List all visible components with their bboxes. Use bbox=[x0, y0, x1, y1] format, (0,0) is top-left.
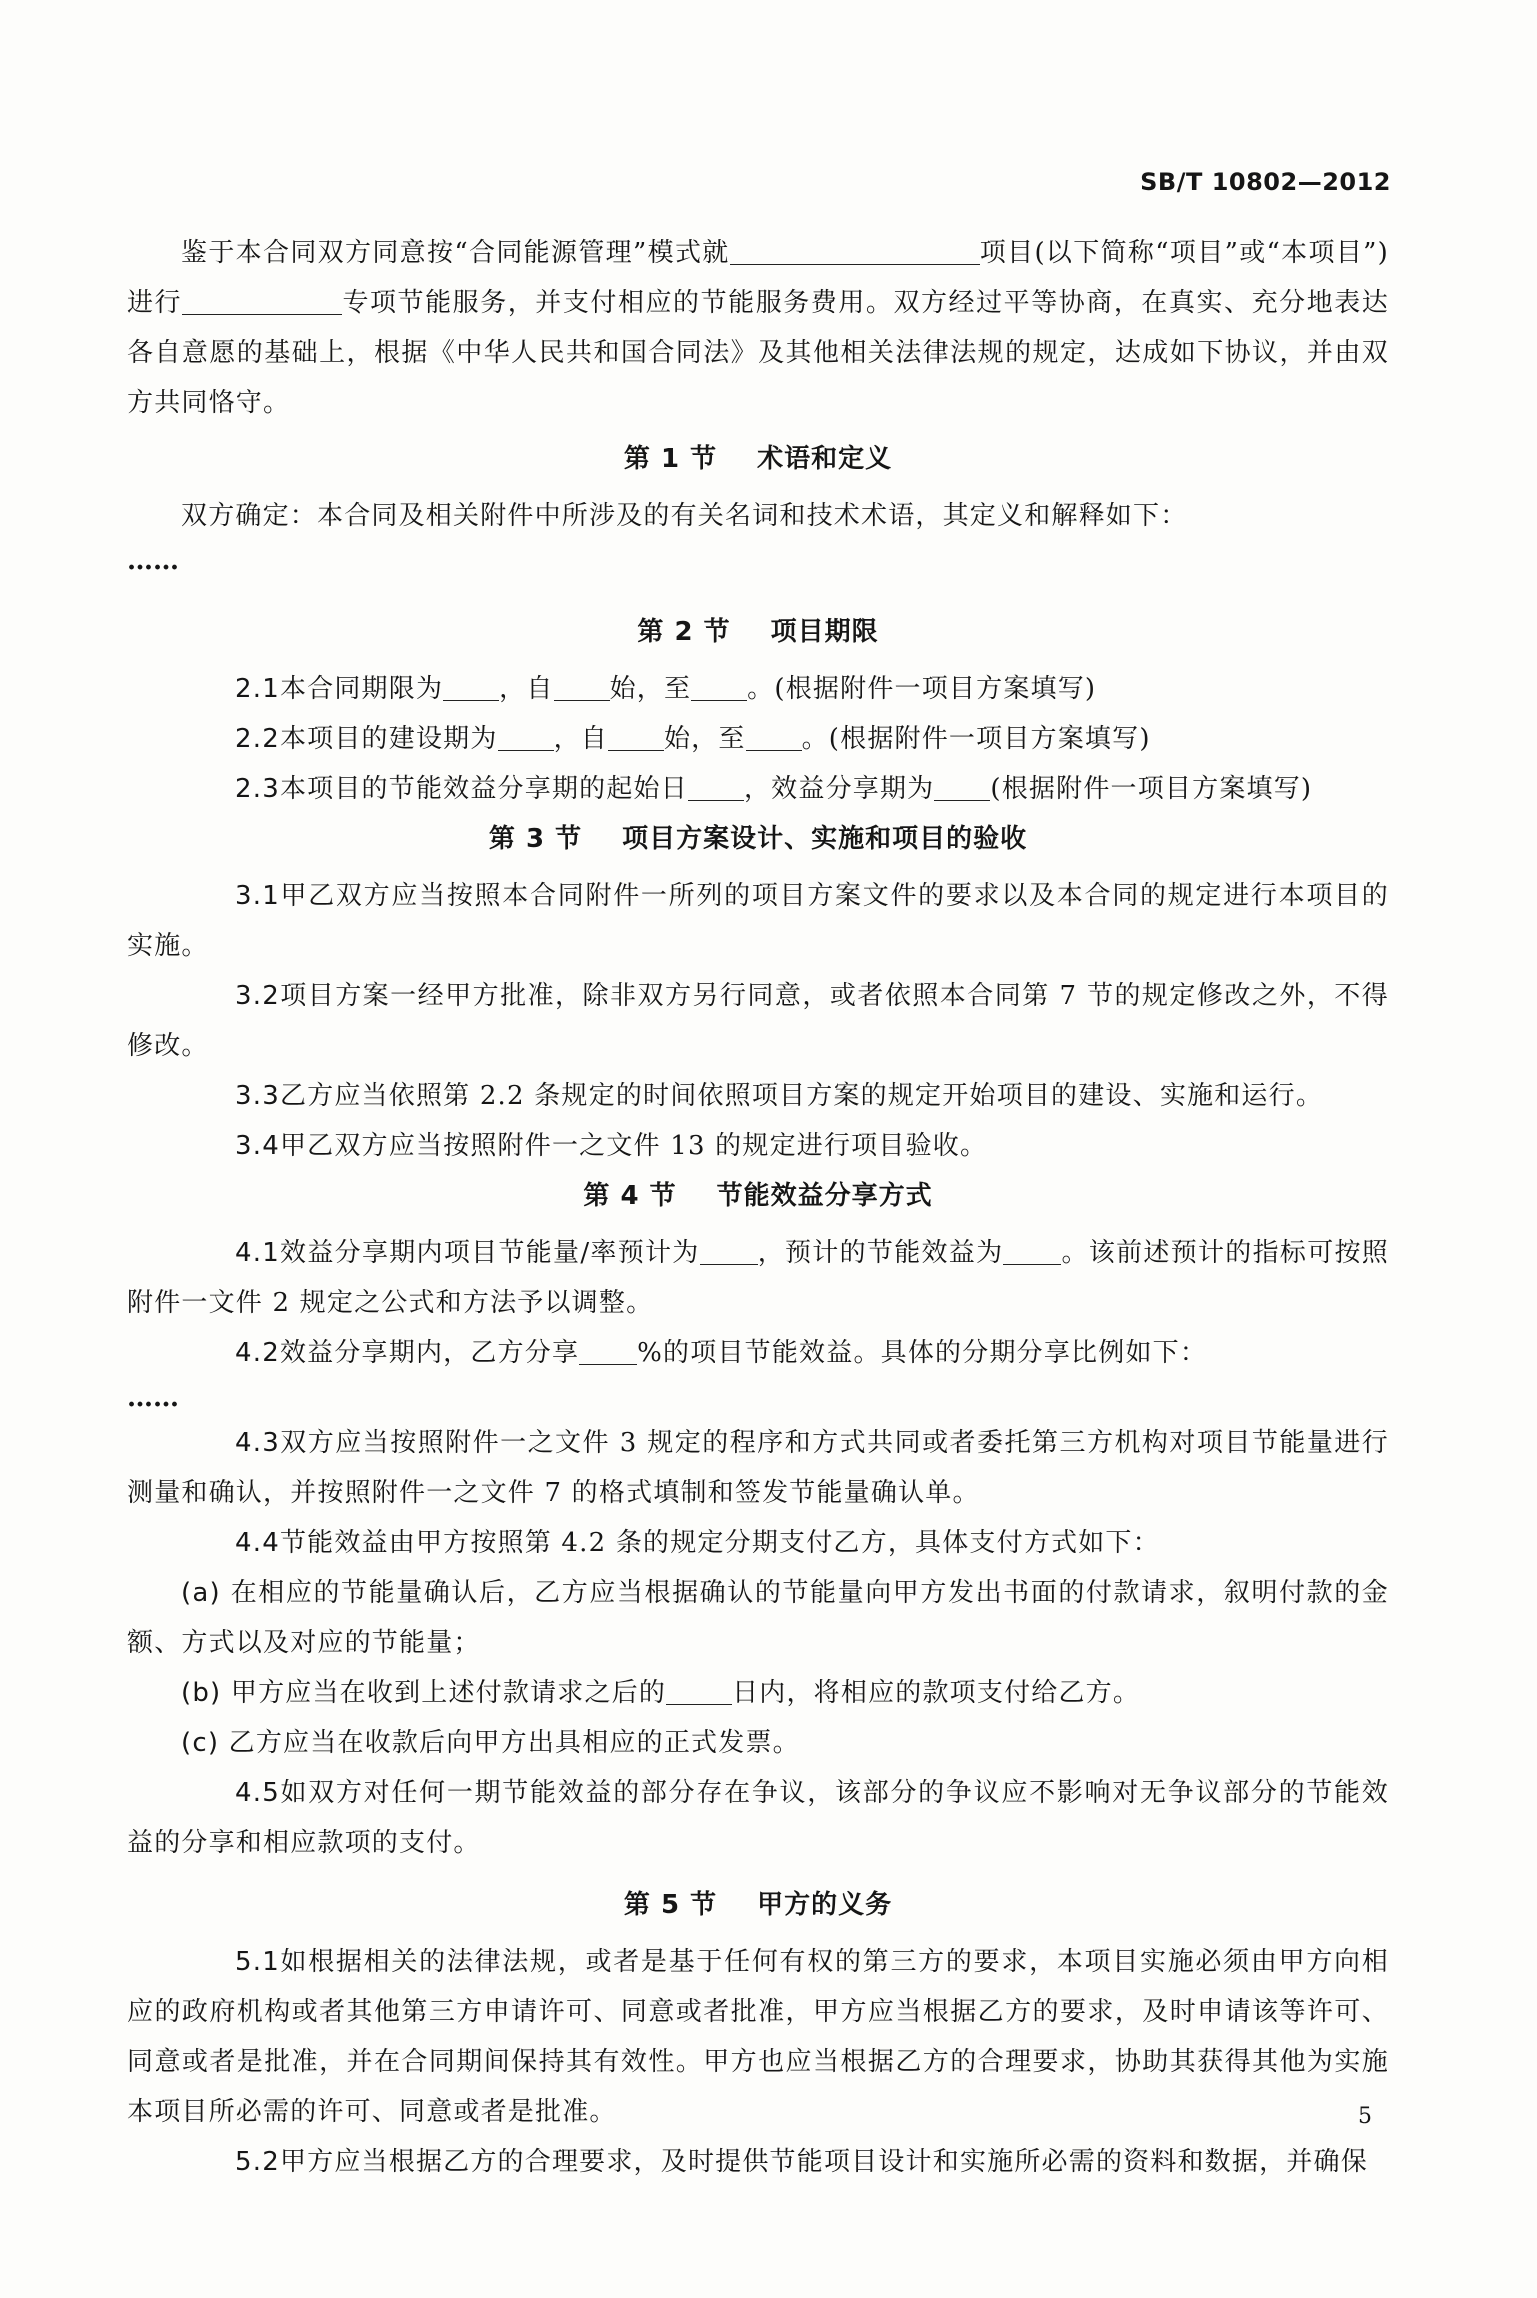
text: 甲乙双方应当按照附件一之文件 13 的规定进行项目验收。 bbox=[279, 1131, 988, 1161]
paragraph bbox=[127, 491, 1389, 541]
clause-4-4-c bbox=[127, 1718, 1389, 1768]
text: 项目(以下简称“项目”或“本项目”)进行 bbox=[127, 238, 1389, 318]
text: 本项目的节能效益分享期的起始日 bbox=[279, 774, 688, 804]
blank-field bbox=[691, 672, 747, 701]
text: 双方确定：本合同及相关附件中所涉及的有关名词和技术术语，其定义和解释如下： bbox=[181, 501, 1188, 531]
text: 专项节能服务，并支付相应的节能服务费用。双方经过平等协商，在真实、充分地表达各自意愿的基础上，根据《中华人民共和国合同法》及其他相关法律法规的规定，达成如下协议，并由双方共同恪守。 bbox=[127, 288, 1389, 418]
item-label: (c) bbox=[181, 1728, 220, 1758]
section-number: 第 5 节 bbox=[623, 1890, 718, 1920]
section-2-heading bbox=[127, 611, 1389, 648]
section-title: 项目方案设计、实施和项目的验收 bbox=[622, 824, 1028, 854]
text: 乙方应当依照第 2.2 条规定的时间依照项目方案的规定开始项目的建设、实施和运行。 bbox=[279, 1081, 1324, 1111]
section-number: 第 1 节 bbox=[623, 444, 718, 474]
text: 乙方应当在收款后向甲方出具相应的正式发票。 bbox=[228, 1728, 800, 1758]
clause-number: 3.4 bbox=[235, 1131, 280, 1161]
intro-paragraph bbox=[127, 228, 1389, 428]
text: 如根据相关的法律法规，或者是基于任何有权的第三方的要求，本项目实施必须由甲方向相应的政府机构或者其他第三方申请许可、同意或者批准，甲方应当根据乙方的要求，及时申请该等许可、同意或者是批准，并在合同期间保持其有效性。甲方也应当根据乙方的合理要求，协助其获得其他为实施本项目所必需的许可、同意或者是批准。 bbox=[127, 1947, 1389, 2127]
section-title: 甲方的义务 bbox=[757, 1890, 893, 1920]
text: 如双方对任何一期节能效益的部分存在争议，该部分的争议应不影响对无争议部分的节能效益的分享和相应款项的支付。 bbox=[127, 1778, 1389, 1858]
section-title: 节能效益分享方式 bbox=[716, 1181, 933, 1211]
clause-number: 4.4 bbox=[235, 1528, 280, 1558]
text: (根据附件一项目方案填写) bbox=[990, 774, 1313, 804]
blank-field bbox=[554, 672, 610, 701]
text: ，预计的节能效益为 bbox=[757, 1238, 1004, 1268]
clause-5-2 bbox=[127, 2137, 1389, 2187]
clause-4-2 bbox=[127, 1328, 1389, 1378]
clause-4-4 bbox=[127, 1518, 1389, 1568]
clause-3-3 bbox=[127, 1071, 1389, 1121]
text: 在相应的节能量确认后，乙方应当根据确认的节能量向甲方发出书面的付款请求，叙明付款的金额、方式以及对应的节能量； bbox=[127, 1578, 1389, 1658]
ellipsis: …… bbox=[127, 1383, 179, 1413]
text: 本合同期限为 bbox=[279, 674, 444, 704]
text: 始，至 bbox=[663, 724, 746, 754]
clause-number: 4.2 bbox=[235, 1338, 280, 1368]
text: 甲乙双方应当按照本合同附件一所列的项目方案文件的要求以及本合同的规定进行本项目的实施。 bbox=[127, 881, 1389, 961]
clause-number: 4.3 bbox=[235, 1428, 280, 1458]
clause-4-3 bbox=[127, 1418, 1389, 1518]
section-title: 项目期限 bbox=[770, 617, 879, 647]
section-number: 第 3 节 bbox=[488, 824, 583, 854]
text: 效益分享期内，乙方分享 bbox=[279, 1338, 580, 1368]
blank-field bbox=[688, 772, 744, 801]
text: 。(根据附件一项目方案填写) bbox=[801, 724, 1151, 754]
clause-2-1 bbox=[127, 664, 1389, 714]
clause-3-4 bbox=[127, 1121, 1389, 1171]
text: 日内，将相应的款项支付给乙方。 bbox=[732, 1678, 1141, 1708]
blank-field bbox=[934, 772, 990, 801]
section-3-heading bbox=[127, 818, 1389, 855]
text: 双方应当按照附件一之文件 3 规定的程序和方式共同或者委托第三方机构对项目节能量进行测量和确认，并按照附件一之文件 7 的格式填制和签发节能量确认单。 bbox=[127, 1428, 1389, 1508]
text: 。该前述预计的指标可按照附件一文件 2 规定之公式和方法予以调整。 bbox=[127, 1238, 1389, 1318]
clause-number: 5.2 bbox=[235, 2147, 280, 2177]
blank-field bbox=[730, 236, 980, 265]
section-4-heading bbox=[127, 1175, 1389, 1212]
item-label: (b) bbox=[181, 1678, 222, 1708]
text: 。(根据附件一项目方案填写) bbox=[747, 674, 1097, 704]
clause-number: 3.1 bbox=[235, 881, 280, 911]
clause-5-1 bbox=[127, 1937, 1389, 2137]
clause-number: 2.3 bbox=[235, 774, 280, 804]
text: 始，至 bbox=[609, 674, 692, 704]
text: ，自 bbox=[499, 674, 554, 704]
section-number: 第 2 节 bbox=[637, 617, 731, 647]
text: 甲方应当在收到上述付款请求之后的 bbox=[230, 1678, 667, 1708]
section-1-heading bbox=[127, 438, 1389, 475]
text: 本项目的建设期为 bbox=[279, 724, 498, 754]
text: ，自 bbox=[553, 724, 608, 754]
blank-field bbox=[579, 1336, 637, 1365]
blank-field bbox=[666, 1676, 732, 1705]
page-number: 5 bbox=[1358, 2104, 1372, 2129]
blank-field bbox=[498, 722, 554, 751]
clause-number: 2.1 bbox=[235, 674, 280, 704]
blank-field bbox=[608, 722, 664, 751]
document-body bbox=[127, 228, 1389, 2187]
clause-number: 3.3 bbox=[235, 1081, 280, 1111]
section-5-heading bbox=[127, 1884, 1389, 1921]
clause-number: 5.1 bbox=[235, 1947, 280, 1977]
blank-field bbox=[443, 672, 499, 701]
section-number: 第 4 节 bbox=[583, 1181, 677, 1211]
ellipsis: …… bbox=[127, 546, 179, 576]
clause-number: 4.5 bbox=[235, 1778, 280, 1808]
text: 甲方应当根据乙方的合理要求，及时提供节能项目设计和实施所必需的资料和数据，并确保 bbox=[279, 2147, 1368, 2177]
blank-field bbox=[182, 286, 342, 315]
clause-4-4-a bbox=[127, 1568, 1389, 1668]
text: ，效益分享期为 bbox=[743, 774, 935, 804]
blank-field bbox=[1003, 1236, 1061, 1265]
section-title: 术语和定义 bbox=[757, 444, 893, 474]
clause-4-4-b bbox=[127, 1668, 1389, 1718]
clause-3-2 bbox=[127, 971, 1389, 1071]
clause-number: 3.2 bbox=[235, 981, 280, 1011]
text: 节能效益由甲方按照第 4.2 条的规定分期支付乙方，具体支付方式如下： bbox=[279, 1528, 1160, 1558]
clause-number: 4.1 bbox=[235, 1238, 280, 1268]
blank-field bbox=[700, 1236, 758, 1265]
clause-2-2 bbox=[127, 714, 1389, 764]
blank-field bbox=[746, 722, 802, 751]
clause-4-5 bbox=[127, 1768, 1389, 1868]
text: %的项目节能效益。具体的分期分享比例如下： bbox=[637, 1338, 1208, 1368]
standard-code: SB/T 10802—2012 bbox=[1140, 168, 1391, 196]
text: 鉴于本合同双方同意按“合同能源管理”模式就 bbox=[181, 238, 730, 268]
text: 项目方案一经甲方批准，除非双方另行同意，或者依照本合同第 7 节的规定修改之外，不得修改。 bbox=[127, 981, 1389, 1061]
text: 效益分享期内项目节能量/率预计为 bbox=[279, 1238, 700, 1268]
clause-4-1 bbox=[127, 1228, 1389, 1328]
clause-number: 2.2 bbox=[235, 724, 280, 754]
clause-2-3 bbox=[127, 764, 1389, 814]
clause-3-1 bbox=[127, 871, 1389, 971]
item-label: (a) bbox=[181, 1578, 221, 1608]
